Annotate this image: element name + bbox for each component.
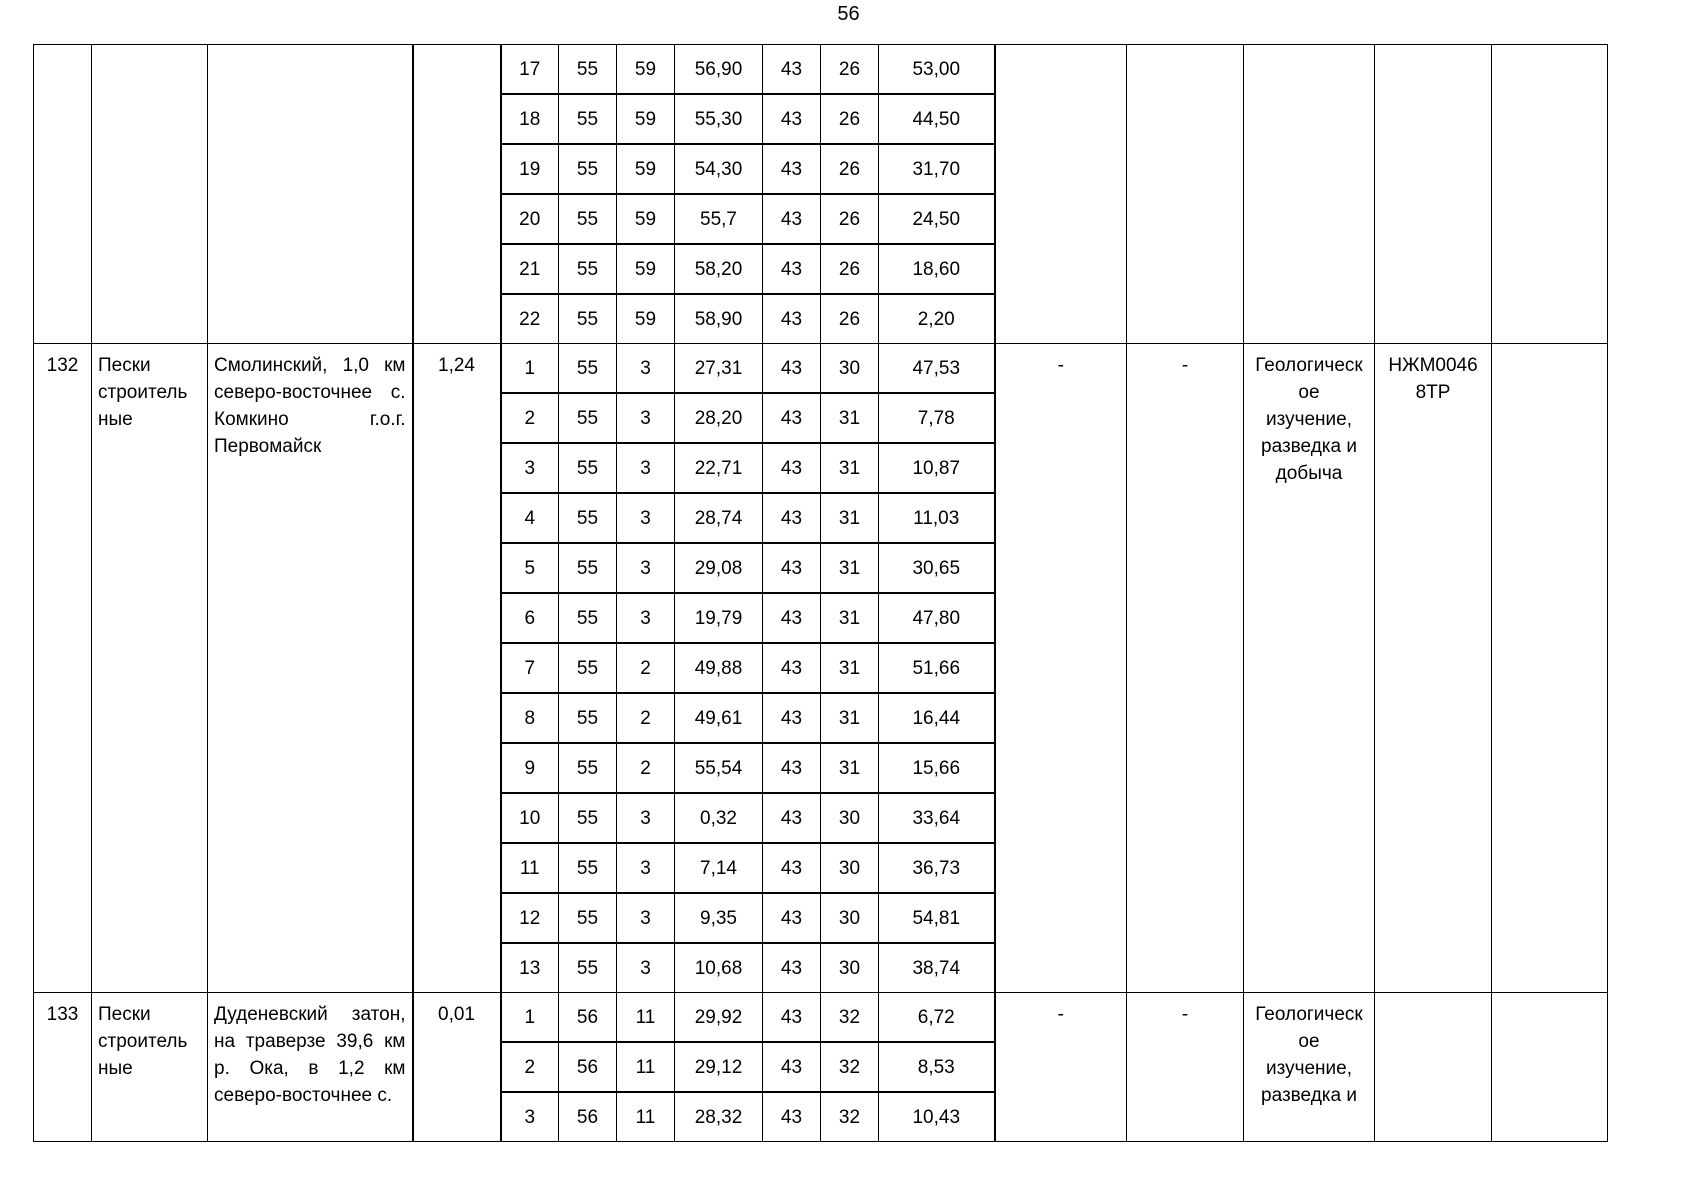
lon-minutes: 30 <box>821 893 879 943</box>
lon-seconds: 51,66 <box>879 643 995 693</box>
lat-seconds: 0,32 <box>675 793 763 843</box>
lat-degrees: 55 <box>559 943 617 993</box>
lat-seconds: 55,54 <box>675 743 763 793</box>
table-row <box>34 993 1608 1043</box>
mineral-sites-table <box>33 44 1608 1142</box>
site-location <box>208 344 413 993</box>
lat-minutes: 3 <box>617 843 675 893</box>
lat-seconds: 9,35 <box>675 893 763 943</box>
lon-degrees: 43 <box>763 393 821 443</box>
lat-minutes: 3 <box>617 443 675 493</box>
lon-seconds: 47,80 <box>879 593 995 643</box>
lat-minutes: 3 <box>617 344 675 394</box>
lat-seconds: 10,68 <box>675 943 763 993</box>
lat-minutes: 59 <box>617 144 675 194</box>
lon-seconds: 53,00 <box>879 45 995 95</box>
lon-minutes: 31 <box>821 593 879 643</box>
lat-minutes: 59 <box>617 194 675 244</box>
lat-degrees: 55 <box>559 443 617 493</box>
license-number-line: 8ТР <box>1415 382 1451 403</box>
lat-seconds: 29,12 <box>675 1042 763 1092</box>
usage-purpose-line: изучение, <box>1265 1058 1353 1079</box>
lon-minutes: 31 <box>821 743 879 793</box>
lon-degrees: 43 <box>763 893 821 943</box>
mineral-type-line: Пески <box>98 355 151 376</box>
lon-degrees: 43 <box>763 443 821 493</box>
lat-degrees: 55 <box>559 344 617 394</box>
lon-seconds: 10,87 <box>879 443 995 493</box>
lat-minutes: 3 <box>617 493 675 543</box>
lon-seconds: 31,70 <box>879 144 995 194</box>
site-location-line: Комкино г.о.г. <box>214 409 406 430</box>
lat-minutes: 3 <box>617 943 675 993</box>
lon-degrees: 43 <box>763 793 821 843</box>
lon-degrees: 43 <box>763 45 821 95</box>
point-number: 10 <box>501 793 559 843</box>
lon-minutes: 26 <box>821 244 879 294</box>
lat-seconds: 29,92 <box>675 993 763 1043</box>
point-number: 6 <box>501 593 559 643</box>
lon-seconds: 30,65 <box>879 543 995 593</box>
site-location-line: Дуденевский затон, <box>214 1004 406 1025</box>
usage-purpose-line: ое <box>1298 1031 1320 1052</box>
lon-degrees: 43 <box>763 493 821 543</box>
lon-degrees: 43 <box>763 843 821 893</box>
lon-minutes: 31 <box>821 543 879 593</box>
lon-seconds: 47,53 <box>879 344 995 394</box>
lon-minutes: 26 <box>821 144 879 194</box>
lat-degrees: 55 <box>559 45 617 95</box>
usage-purpose <box>1244 344 1375 993</box>
table-row <box>34 45 1608 95</box>
lon-degrees: 43 <box>763 294 821 344</box>
col-b-value: - <box>1127 344 1244 993</box>
license-number-line: НЖМ0046 <box>1388 355 1478 376</box>
lat-minutes: 11 <box>617 1092 675 1142</box>
point-number: 11 <box>501 843 559 893</box>
lon-seconds: 6,72 <box>879 993 995 1043</box>
lat-degrees: 55 <box>559 893 617 943</box>
page-number: 56 <box>837 3 860 25</box>
lat-degrees: 55 <box>559 144 617 194</box>
lon-minutes: 31 <box>821 393 879 443</box>
lon-degrees: 43 <box>763 194 821 244</box>
point-number: 3 <box>501 1092 559 1142</box>
mineral-type <box>92 344 208 993</box>
lat-minutes: 3 <box>617 543 675 593</box>
area-cell <box>413 45 501 344</box>
site-location-line: на траверзе 39,6 км <box>214 1031 406 1052</box>
table-row <box>34 344 1608 394</box>
lon-seconds: 2,20 <box>879 294 995 344</box>
usage-purpose-line: изучение, <box>1265 409 1353 430</box>
lon-degrees: 43 <box>763 743 821 793</box>
lon-seconds: 11,03 <box>879 493 995 543</box>
site-number: 132 <box>34 344 92 993</box>
lon-seconds: 24,50 <box>879 194 995 244</box>
usage-purpose-line: разведка и <box>1261 1085 1357 1106</box>
lat-seconds: 29,08 <box>675 543 763 593</box>
lon-degrees: 43 <box>763 943 821 993</box>
col-b-cell <box>1127 45 1244 344</box>
mineral-type-line: ные <box>98 409 133 430</box>
lat-seconds: 58,90 <box>675 294 763 344</box>
point-number: 3 <box>501 443 559 493</box>
lat-degrees: 55 <box>559 543 617 593</box>
lon-seconds: 36,73 <box>879 843 995 893</box>
lon-degrees: 43 <box>763 643 821 693</box>
lon-minutes: 31 <box>821 493 879 543</box>
point-number: 8 <box>501 693 559 743</box>
lon-seconds: 33,64 <box>879 793 995 843</box>
lat-degrees: 55 <box>559 643 617 693</box>
location-cell <box>208 45 413 344</box>
usage-purpose-line: добыча <box>1275 463 1343 484</box>
lon-seconds: 16,44 <box>879 693 995 743</box>
lat-degrees: 55 <box>559 843 617 893</box>
lat-seconds: 49,61 <box>675 693 763 743</box>
lat-seconds: 28,74 <box>675 493 763 543</box>
col-b-value: - <box>1127 993 1244 1142</box>
usage-purpose-line: Геологическ <box>1255 1004 1363 1025</box>
lat-seconds: 7,14 <box>675 843 763 893</box>
site-location-line: р. Ока, в 1,2 км <box>214 1058 406 1079</box>
lon-minutes: 32 <box>821 1042 879 1092</box>
mineral-type-line: ные <box>98 1058 133 1079</box>
lat-minutes: 2 <box>617 643 675 693</box>
point-number: 22 <box>501 294 559 344</box>
lon-minutes: 32 <box>821 993 879 1043</box>
lat-minutes: 59 <box>617 294 675 344</box>
lon-degrees: 43 <box>763 1092 821 1142</box>
lon-degrees: 43 <box>763 693 821 743</box>
point-number: 17 <box>501 45 559 95</box>
lon-minutes: 26 <box>821 294 879 344</box>
lat-degrees: 56 <box>559 1092 617 1142</box>
usage-purpose <box>1244 993 1375 1142</box>
lat-degrees: 55 <box>559 693 617 743</box>
lat-seconds: 49,88 <box>675 643 763 693</box>
lon-seconds: 15,66 <box>879 743 995 793</box>
lon-seconds: 10,43 <box>879 1092 995 1142</box>
point-number: 5 <box>501 543 559 593</box>
lon-minutes: 30 <box>821 344 879 394</box>
lat-minutes: 3 <box>617 793 675 843</box>
lat-seconds: 22,71 <box>675 443 763 493</box>
lat-seconds: 55,7 <box>675 194 763 244</box>
lon-minutes: 30 <box>821 793 879 843</box>
lon-minutes: 32 <box>821 1092 879 1142</box>
site-location-line: северо-восточнее с. <box>214 1085 393 1106</box>
lat-minutes: 59 <box>617 94 675 144</box>
lon-seconds: 18,60 <box>879 244 995 294</box>
point-number: 9 <box>501 743 559 793</box>
lon-degrees: 43 <box>763 593 821 643</box>
lat-degrees: 55 <box>559 593 617 643</box>
lon-seconds: 38,74 <box>879 943 995 993</box>
site-location-line: северо-восточнее с. <box>214 382 406 403</box>
lon-degrees: 43 <box>763 144 821 194</box>
lon-seconds: 8,53 <box>879 1042 995 1092</box>
point-number: 7 <box>501 643 559 693</box>
license-number <box>1375 344 1492 993</box>
license-cell <box>1375 45 1492 344</box>
lat-degrees: 55 <box>559 743 617 793</box>
usage-purpose-line: ое <box>1298 382 1320 403</box>
lat-minutes: 3 <box>617 593 675 643</box>
col-a-value: - <box>995 344 1127 993</box>
lon-seconds: 44,50 <box>879 94 995 144</box>
point-number: 18 <box>501 94 559 144</box>
lon-minutes: 26 <box>821 45 879 95</box>
mineral-cell <box>92 45 208 344</box>
mineral-type <box>92 993 208 1142</box>
usage-purpose-line: разведка и <box>1261 436 1357 457</box>
lon-minutes: 31 <box>821 443 879 493</box>
point-number: 13 <box>501 943 559 993</box>
col-a-value: - <box>995 993 1127 1142</box>
lat-degrees: 55 <box>559 493 617 543</box>
site-area: 1,24 <box>413 344 501 993</box>
lat-degrees: 55 <box>559 244 617 294</box>
lat-degrees: 56 <box>559 993 617 1043</box>
site-location-line: Первомайск <box>214 436 322 457</box>
point-number: 21 <box>501 244 559 294</box>
point-number: 4 <box>501 493 559 543</box>
lat-seconds: 27,31 <box>675 344 763 394</box>
lat-seconds: 55,30 <box>675 94 763 144</box>
lat-seconds: 28,20 <box>675 393 763 443</box>
site-number: 133 <box>34 993 92 1142</box>
lon-minutes: 30 <box>821 843 879 893</box>
mineral-type-line: строитель <box>98 1031 188 1052</box>
lon-degrees: 43 <box>763 344 821 394</box>
license-number <box>1375 993 1492 1142</box>
lat-minutes: 2 <box>617 743 675 793</box>
point-number: 1 <box>501 344 559 394</box>
point-number: 2 <box>501 393 559 443</box>
lat-minutes: 2 <box>617 693 675 743</box>
mineral-type-line: Пески <box>98 1004 151 1025</box>
lon-degrees: 43 <box>763 993 821 1043</box>
lat-degrees: 55 <box>559 194 617 244</box>
lon-minutes: 30 <box>821 943 879 993</box>
point-number: 1 <box>501 993 559 1043</box>
point-number: 19 <box>501 144 559 194</box>
note-cell <box>1492 344 1608 993</box>
purpose-cell <box>1244 45 1375 344</box>
lon-degrees: 43 <box>763 94 821 144</box>
point-number: 12 <box>501 893 559 943</box>
lat-minutes: 59 <box>617 244 675 294</box>
lat-minutes: 3 <box>617 893 675 943</box>
col-a-cell <box>995 45 1127 344</box>
lon-degrees: 43 <box>763 244 821 294</box>
point-number: 2 <box>501 1042 559 1092</box>
lat-minutes: 11 <box>617 1042 675 1092</box>
lat-degrees: 55 <box>559 793 617 843</box>
note-cell <box>1492 993 1608 1142</box>
mineral-type-line: строитель <box>98 382 188 403</box>
lat-minutes: 3 <box>617 393 675 443</box>
lon-seconds: 54,81 <box>879 893 995 943</box>
lat-degrees: 56 <box>559 1042 617 1092</box>
usage-purpose-line: Геологическ <box>1255 355 1363 376</box>
lon-degrees: 43 <box>763 543 821 593</box>
lon-degrees: 43 <box>763 1042 821 1092</box>
lat-degrees: 55 <box>559 294 617 344</box>
lat-seconds: 19,79 <box>675 593 763 643</box>
lat-degrees: 55 <box>559 393 617 443</box>
lon-seconds: 7,78 <box>879 393 995 443</box>
lat-minutes: 59 <box>617 45 675 95</box>
site-location <box>208 993 413 1142</box>
lat-seconds: 58,20 <box>675 244 763 294</box>
lat-degrees: 55 <box>559 94 617 144</box>
lat-seconds: 28,32 <box>675 1092 763 1142</box>
point-number: 20 <box>501 194 559 244</box>
site-area: 0,01 <box>413 993 501 1142</box>
lon-minutes: 31 <box>821 693 879 743</box>
site-number-cell <box>34 45 92 344</box>
site-location-line: Смолинский, 1,0 км <box>214 355 406 376</box>
lon-minutes: 26 <box>821 194 879 244</box>
lat-minutes: 11 <box>617 993 675 1043</box>
note-cell <box>1492 45 1608 344</box>
lat-seconds: 56,90 <box>675 45 763 95</box>
lon-minutes: 26 <box>821 94 879 144</box>
lon-minutes: 31 <box>821 643 879 693</box>
lat-seconds: 54,30 <box>675 144 763 194</box>
